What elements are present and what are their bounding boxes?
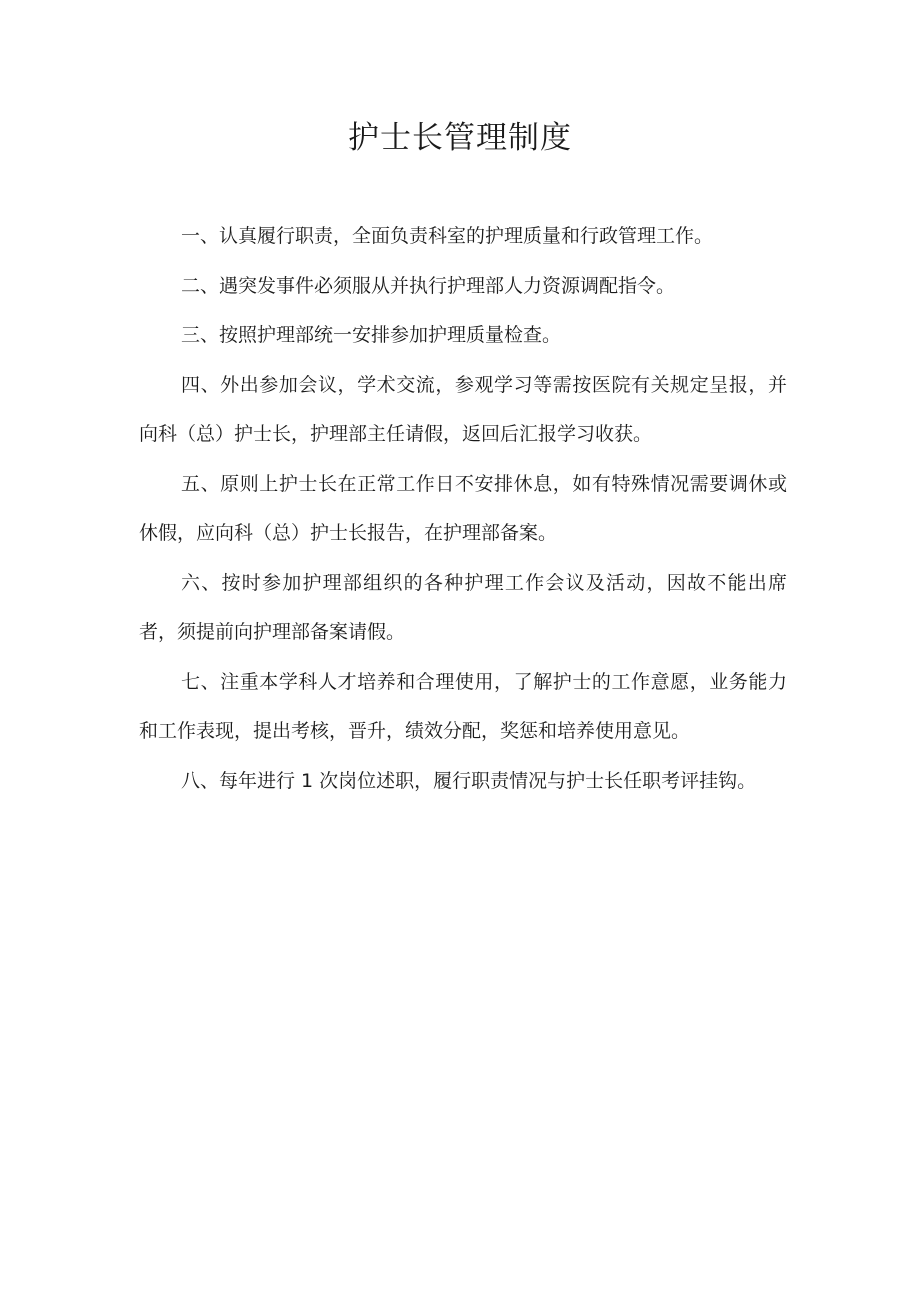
- paragraph-6: 六、按时参加护理部组织的各种护理工作会议及活动，因故不能出席者，须提前向护理部备案请假。: [139, 571, 787, 643]
- paragraph-8: 八、每年进行 1 次岗位述职，履行职责情况与护士长任职考评挂钩。: [181, 769, 757, 792]
- document-title: 护士长管理制度: [348, 120, 572, 156]
- paragraph-1: 一、认真履行职责，全面负责科室的护理质量和行政管理工作。: [181, 225, 714, 247]
- paragraph-2: 二、遇突发事件必须服从并执行护理部人力资源调配指令。: [181, 274, 676, 297]
- paragraph-3: 三、按照护理部统一安排参加护理质量检查。: [181, 324, 562, 346]
- paragraph-4: 四、外出参加会议，学术交流，参观学习等需按医院有关规定呈报，并向科（总）护士长，护理部主任请假，返回后汇报学习收获。: [139, 373, 787, 445]
- paragraph-7: 七、注重本学科人才培养和合理使用，了解护士的工作意愿，业务能力和工作表现，提出考核，晋升，绩效分配，奖惩和培养使用意见。: [139, 670, 787, 742]
- document-body: [139, 212, 787, 806]
- paragraph-5: 五、原则上护士长在正常工作日不安排休息，如有特殊情况需要调休或休假，应向科（总）护士长报告，在护理部备案。: [139, 472, 787, 544]
